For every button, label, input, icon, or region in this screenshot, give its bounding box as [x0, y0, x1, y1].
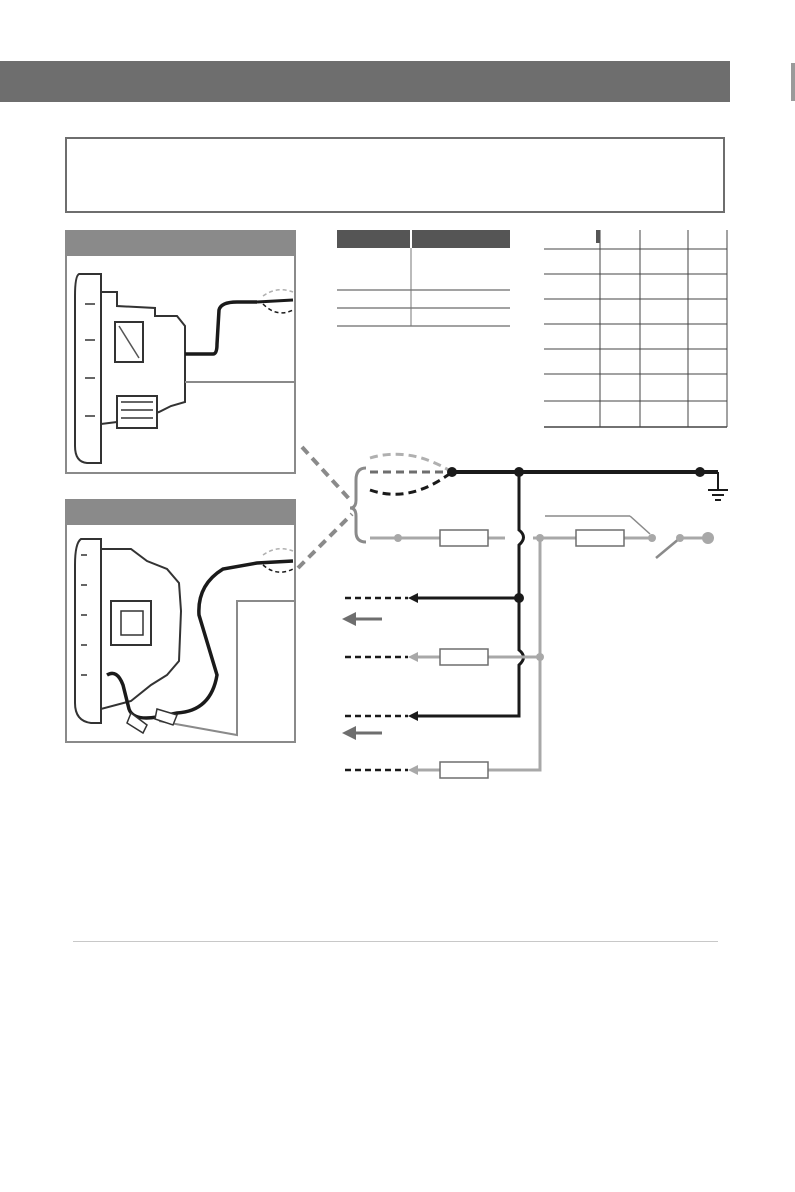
fuse-icon — [576, 530, 624, 546]
lead-grey-dashed — [370, 454, 452, 472]
spec-table-small-header-cell — [412, 230, 510, 248]
arrow-left-icon — [342, 612, 382, 626]
spec-table-small-header-cell — [337, 230, 410, 248]
ground-icon — [708, 472, 728, 500]
junction-dot — [536, 653, 544, 661]
fuse-icon — [440, 762, 488, 778]
junction-dot — [695, 467, 705, 477]
arrowhead — [408, 652, 418, 662]
arrowhead — [408, 711, 418, 721]
footer-divider — [73, 941, 718, 942]
junction-dot — [514, 593, 524, 603]
fuse-icon — [440, 530, 488, 546]
callout-line-upper — [302, 447, 352, 502]
junction-dot — [648, 534, 656, 542]
black-trunk — [414, 472, 524, 716]
table-marker — [596, 230, 600, 243]
fuse-icon — [440, 649, 488, 665]
spec-table-large — [544, 230, 727, 427]
junction-dot — [447, 467, 457, 477]
lead-black-dashed — [370, 472, 452, 494]
arrowhead — [408, 765, 418, 775]
lead-bracket — [350, 468, 366, 542]
spec-table-small — [337, 230, 510, 326]
arrow-left-icon — [342, 726, 382, 740]
junction-dot — [394, 534, 402, 542]
arrowhead — [408, 593, 418, 603]
callout-line-lower — [298, 514, 352, 568]
